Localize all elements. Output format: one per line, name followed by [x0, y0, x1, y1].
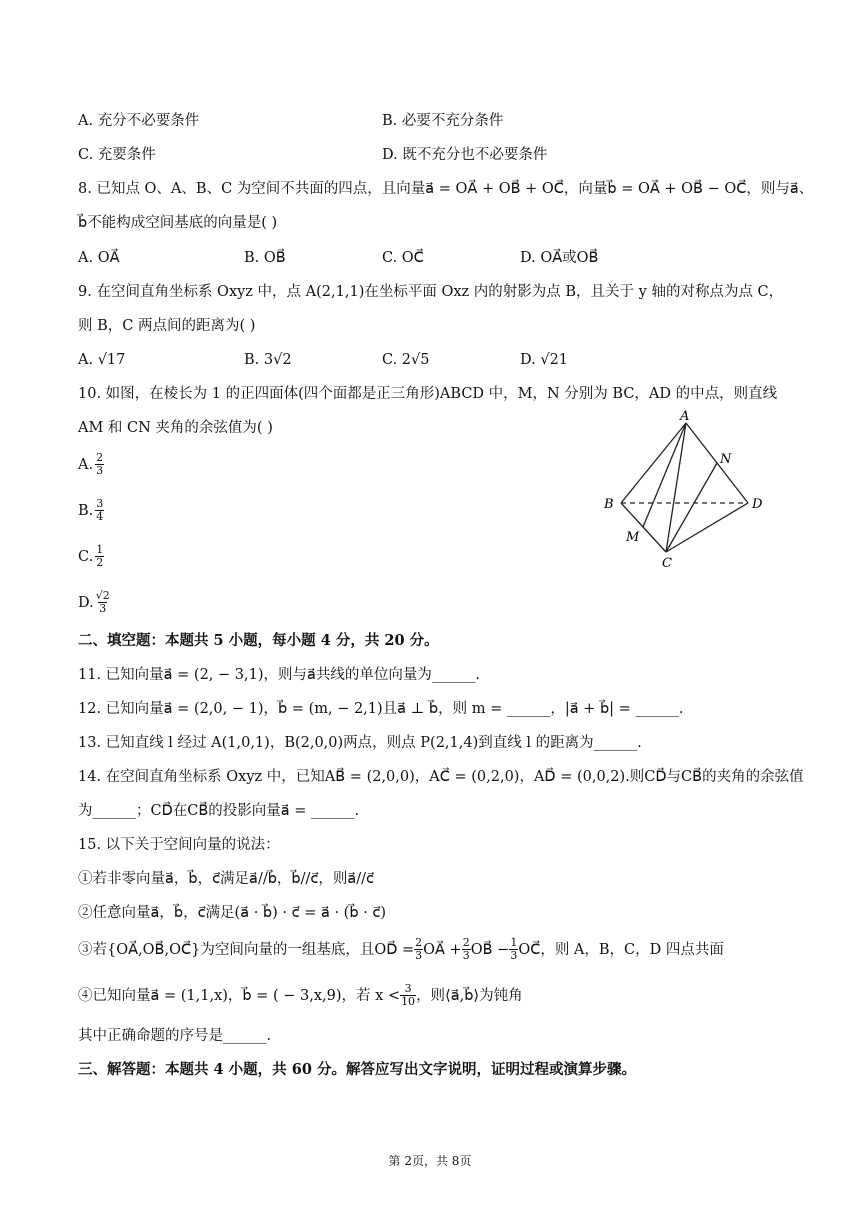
- q12-stem: 12. 已知向量a⃗ = (2,0, − 1)，b⃗ = (m, − 2,1)且a⃗ ⊥ b⃗，则 m = ______，|a⃗ + b⃗| = ______.: [78, 701, 684, 717]
- q8-option-a: A. OA⃗: [78, 250, 120, 266]
- option-prefix: D.: [78, 594, 94, 611]
- q10-stem-line1: 10. 如图，在棱长为 1 的正四面体(四个面都是正三角形)ABCD 中，M，N 分别为 BC，AD 的中点，则直线: [78, 386, 778, 402]
- denominator: 3: [96, 464, 104, 477]
- q9-stem-line2: 则 B，C 两点间的距离为( ): [78, 318, 256, 334]
- denominator: 4: [96, 510, 104, 523]
- denominator: 2: [96, 556, 104, 569]
- statement-3-start: ③若{OA⃗,OB⃗,OC⃗}为空间向量的一组基底，且OD⃗ =: [78, 941, 415, 958]
- q15-statement-3: [78, 937, 724, 962]
- numerator: 3: [404, 982, 412, 995]
- q9-option-d: D. √21: [520, 352, 569, 368]
- q10-option-c: [78, 544, 104, 569]
- q9-option-a: A. √17: [78, 352, 126, 368]
- q7-option-c: C. 充要条件: [78, 147, 156, 163]
- q15-statement-4: [78, 983, 523, 1008]
- q7-option-a: A. 充分不必要条件: [78, 113, 200, 129]
- denominator: 3: [99, 602, 107, 615]
- page-footer: 第 2页，共 8页: [388, 1154, 472, 1168]
- q8-option-d: D. OA⃗或OB⃗: [520, 250, 599, 266]
- q13-stem: 13. 已知直线 l 经过 A(1,0,1)，B(2,0,0)两点，则点 P(2,1,4)到直线 l 的距离为______.: [78, 735, 642, 751]
- q15-intro: 15. 以下关于空间向量的说法：: [78, 837, 280, 853]
- statement-3-mid2: OB⃗ −: [470, 941, 510, 958]
- fraction: [462, 937, 471, 962]
- edge-cd: [666, 503, 748, 552]
- statement-4-end: ，则⟨a⃗,b⃗⟩为钝角: [416, 987, 523, 1004]
- statement-4-start: ④已知向量a⃗ = (1,1,x)，b⃗ = ( − 3,x,9)，若 x <: [78, 987, 401, 1004]
- q8-stem-line1: 8. 已知点 O、A、B、C 为空间不共面的四点，且向量a⃗ = OA⃗ + OB⃗ + OC⃗，向量b⃗ = OA⃗ + OB⃗ − OC⃗，则与a⃗、: [78, 181, 814, 197]
- option-prefix: B.: [78, 502, 94, 519]
- statement-3-end: OC⃗，则 A，B，C，D 四点共面: [518, 941, 724, 958]
- numerator: 1: [96, 543, 104, 556]
- numerator: 2: [96, 451, 104, 464]
- q8-stem-line2: b⃗不能构成空间基底的向量是( ): [78, 215, 278, 231]
- label-b: B: [604, 497, 614, 512]
- q8-option-c: C. OC⃗: [382, 250, 424, 266]
- q10-option-b: [78, 498, 104, 523]
- section-3-heading: 三、解答题：本题共 4 小题，共 60 分。解答应写出文字说明，证明过程或演算步骤。: [78, 1061, 636, 1078]
- q14-stem-line2: 为______；CD⃗在CB⃗的投影向量a⃗ = ______.: [78, 803, 360, 819]
- q10-option-d: [78, 590, 110, 615]
- q14-stem-line1: 14. 在空间直角坐标系 Oxyz 中，已知AB⃗ = (2,0,0)，AC⃗ = (0,2,0)，AD⃗ = (0,0,2).则CD⃗与CB⃗的夹角的余弦值: [78, 769, 804, 785]
- section-2-heading: 二、填空题：本题共 5 小题，每小题 4 分，共 20 分。: [78, 632, 439, 649]
- edge-ab: [621, 423, 686, 503]
- edge-ac: [666, 423, 686, 552]
- statement-3-mid1: OA⃗ +: [423, 941, 462, 958]
- fraction: [95, 452, 104, 477]
- q10-option-a: [78, 452, 104, 477]
- q15-ending: 其中正确命题的序号是______.: [78, 1028, 272, 1044]
- q15-statement-1: ①若非零向量a⃗，b⃗，c⃗满足a⃗//b⃗，b⃗//c⃗，则a⃗//c⃗: [78, 871, 374, 887]
- fraction: [95, 544, 104, 569]
- label-m: M: [626, 530, 640, 545]
- numerator: 1: [510, 936, 518, 949]
- denominator: 3: [462, 949, 470, 962]
- label-c: C: [662, 556, 672, 571]
- numerator: √2: [95, 589, 110, 602]
- q9-stem-line1: 9. 在空间直角坐标系 Oxyz 中，点 A(2,1,1)在坐标平面 Oxz 内的射影为点 B，且关于 y 轴的对称点为点 C，: [78, 284, 784, 300]
- q8-option-b: B. OB⃗: [244, 250, 286, 266]
- denominator: 3: [415, 949, 423, 962]
- denominator: 10: [401, 995, 416, 1008]
- tetrahedron-figure: [596, 405, 776, 575]
- q15-statement-2: ②任意向量a⃗，b⃗，c⃗满足(a⃗ · b⃗) · c⃗ = a⃗ · (b⃗ · c⃗): [78, 905, 386, 921]
- option-prefix: C.: [78, 548, 94, 565]
- q7-option-d: D. 既不充分也不必要条件: [382, 147, 548, 163]
- label-a: A: [680, 409, 690, 424]
- numerator: 2: [462, 936, 470, 949]
- label-n: N: [720, 452, 732, 467]
- fraction: [400, 983, 416, 1008]
- fraction: [96, 590, 110, 615]
- q11-stem: 11. 已知向量a⃗ = (2, − 3,1)，则与a⃗共线的单位向量为______.: [78, 667, 480, 683]
- q9-option-c: C. 2√5: [382, 352, 430, 368]
- fraction: [414, 937, 423, 962]
- option-prefix: A.: [78, 456, 94, 473]
- fraction: [95, 498, 104, 523]
- q9-option-b: B. 3√2: [244, 352, 292, 368]
- segment-cn: [666, 463, 717, 552]
- segment-am: [643, 423, 686, 527]
- q10-stem-line2: AM 和 CN 夹角的余弦值为( ): [78, 420, 273, 436]
- q7-option-b: B. 必要不充分条件: [382, 113, 504, 129]
- numerator: 3: [96, 497, 104, 510]
- numerator: 2: [415, 936, 423, 949]
- fraction: [509, 937, 518, 962]
- denominator: 3: [510, 949, 518, 962]
- label-d: D: [752, 497, 763, 512]
